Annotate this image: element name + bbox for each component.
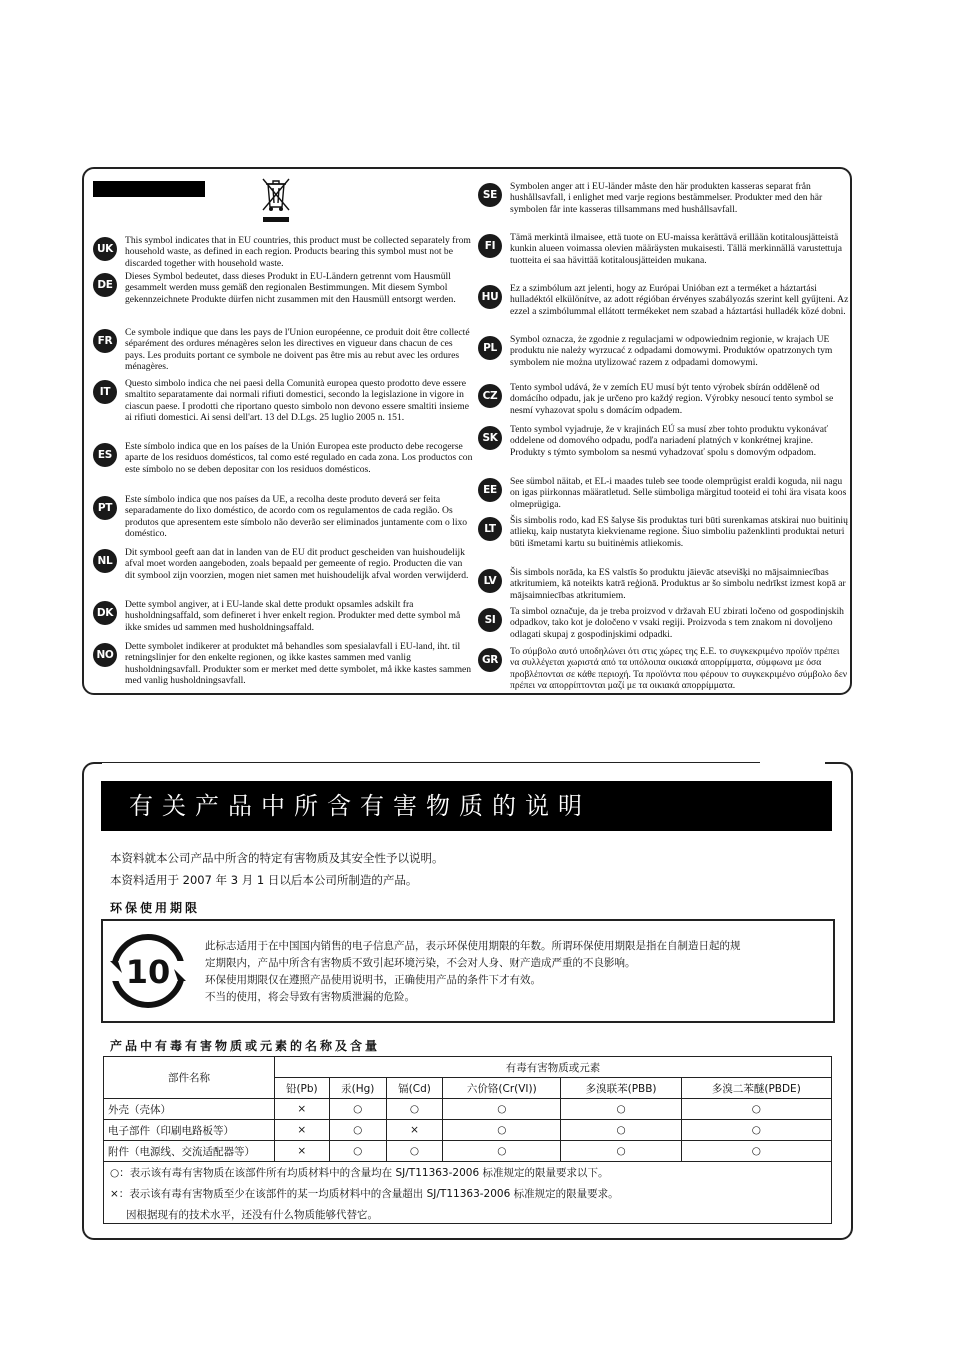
substance-value-cell: ○: [561, 1141, 681, 1162]
language-text: Tento symbol udává, že v zemích EU musí být tento výrobek sbírán odděleně od domácího odpadu, jak je určeno pro každý region. Výrobky nesoucí tento symbol se nesmí vyhazovat spolu s domácím odpadem.: [510, 382, 834, 416]
substance-group-header: 有毒有害物质或元素: [275, 1057, 832, 1078]
language-text: Tento symbol vyjadruje, že v krajinách EÚ sa musí zber tohto produktu vykonávať oddelene od domového odpadu, podľa nariadení platných v konkrétnej krajine. Produkty s týmto symbolom sa nesmú vyhadzovať spolu s domovým odpadom.: [510, 424, 829, 458]
substance-value-cell: ○: [681, 1141, 831, 1162]
language-badge: NL: [93, 549, 117, 573]
intro-line-1: 本资料就本公司产品中所含的特定有害物质及其安全性予以说明。: [110, 851, 444, 865]
weee-notice-box: [82, 167, 852, 695]
language-text: Dit symbool geeft aan dat in landen van de EU dit product gescheiden van huishoudelijk afval moet worden aangeboden, zoals bepaald per gemeente of regio. Producten die van dit symbool zijn voorzien, mogen niet samen met huishoudelijk afval worden verwijderd.: [125, 547, 469, 581]
language-text: Este símbolo indica que en los países de la Unión Europea este producto debe recogerse aparte de los residuos domésticos, tal como esté regulado en cada zona. Los productos con este símbolo no se deben depositar con los residuos domésticos.: [125, 441, 473, 475]
substance-column-header: 汞(Hg): [329, 1078, 386, 1099]
substance-value-cell: ○: [329, 1141, 386, 1162]
hazardous-substance-table: [103, 1056, 832, 1162]
table-row: [104, 1099, 832, 1120]
substance-column-header: 六价铬(Cr(VI)): [443, 1078, 561, 1099]
period-line: 此标志适用于在中国国内销售的电子信息产品，表示环保使用期限的年数。所谓环保使用期限是指在自制造日起的规: [205, 940, 741, 952]
substance-value-cell: ×: [275, 1141, 330, 1162]
substance-value-cell: ○: [443, 1141, 561, 1162]
weee-header-bar: [93, 181, 205, 197]
part-name-cell: 外壳（壳体）: [104, 1099, 275, 1120]
period-line: 定期限内，产品中所含有害物质不致引起环境污染，不会对人身、财产造成严重的不良影响。: [205, 957, 636, 969]
epup-10-year-logo-icon: [108, 931, 188, 1011]
language-text: Dette symbol angiver, at i EU-lande skal dette produkt opsamles adskilt fra husholdningsaffald, som defineret i hver enkelt region. Produkter med dette symbol må ikke smides ud sammen med husholdningsaffald.: [125, 599, 461, 633]
language-text: Dieses Symbol bedeutet, dass dieses Produkt in EU-Ländern getrennt vom Hausmüll gesammelt werden muss gemäß den regionalen Bestimmungen. Mit diesem Symbol gekennzeichnete Produkte dürfen nicht zusammen mit den Hausmüll entsorgt werden.: [125, 271, 456, 305]
language-text: Ce symbole indique que dans les pays de l'Union européenne, ce produit doit être collecté séparément des ordures ménagères selon les directives en vigueur dans chacun de ces pays. Les produits portant ce symbole ne doivent pas être mis au rebut avec les ordures ménagères.: [125, 327, 470, 372]
period-line: 环保使用期限仅在遵照产品使用说明书，正确使用产品的条件下才有效。: [205, 974, 541, 986]
language-badge: DE: [93, 273, 117, 297]
substance-value-cell: ×: [386, 1120, 442, 1141]
language-badge: FI: [478, 234, 502, 258]
intro-line-2: 本资料适用于 2007 年 3 月 1 日以后本公司所制造的产品。: [110, 873, 418, 887]
period-years: 10: [125, 953, 171, 991]
language-text: Dette symbolet indikerer at produktet må behandles som spesialavfall i EU-land, iht. til retningslinjer for den enkelte regionen, og ikke kastes sammen med vanlig husholdningsavfall. Produkter som er merket med dette symbolet, må ikke kastes sammen med vanlig husholdningsavfall.: [125, 641, 472, 686]
note-cross: ×：表示该有毒有害物质至少在该部件的某一均质材料中的含量超出 SJ/T11363-2006 标准规定的限量要求。: [110, 1188, 619, 1200]
language-badge: SI: [478, 608, 502, 632]
substance-column-header: 多溴联苯(PBB): [561, 1078, 681, 1099]
language-text: Šis simbols norāda, ka ES valstīs šo produktu jāievāc atsevišķi no mājsaimniecības atkritumiem, kā noteikts katrā reģionā. Produktus ar šo simbolu nedrīkst izmest kopā ar mājsaimniecības atkritumiem.: [510, 567, 846, 601]
language-badge: IT: [93, 380, 117, 404]
substance-value-cell: ○: [329, 1120, 386, 1141]
environmental-period-box: [101, 919, 835, 1023]
language-text: Ez a szimbólum azt jelenti, hogy az Európai Unióban ezt a terméket a háztartási hulladéktól elkülönítve, az adott régióban érvényes szabályozás szerint kell gyűjteni. Az ezzel a szimbólummal ellátott termékeket nem szabad a háztartási hulladék közé dobni.: [510, 283, 849, 317]
substance-value-cell: ○: [443, 1099, 561, 1120]
note-technology: 因根据现有的技术水平，还没有什么物质能够代替它。: [126, 1209, 378, 1221]
substance-value-cell: ○: [443, 1120, 561, 1141]
period-heading: 环保使用期限: [110, 901, 201, 915]
language-badge: PT: [93, 496, 117, 520]
language-badge: UK: [93, 237, 117, 261]
substance-value-cell: ×: [275, 1099, 330, 1120]
substance-value-cell: ○: [329, 1099, 386, 1120]
language-badge: SE: [478, 183, 502, 207]
substance-value-cell: ○: [681, 1120, 831, 1141]
language-text: See sümbol näitab, et EL-i maades tuleb see toode olemprügist eraldi koguda, nii nagu on igas piirkonnas määratletud. Selle sümboliga märgitud tooteid ei tohi ära visata koos olmeprügiga.: [510, 476, 847, 510]
language-text: This symbol indicates that in EU countries, this product must be collected separately from household waste, as defined in each region. Products bearing this symbol must not be discarded together with household waste.: [125, 235, 471, 269]
part-name-cell: 附件（电源线、交流适配器等）: [104, 1141, 275, 1162]
language-badge: LT: [478, 517, 502, 541]
table-notes: [103, 1161, 832, 1224]
substance-value-cell: ○: [386, 1141, 442, 1162]
substance-value-cell: ○: [681, 1099, 831, 1120]
rohs-title: 有关产品中所含有害物质的说明: [101, 781, 832, 831]
language-text: Ta simbol označuje, da je treba proizvod v državah EU zbirati ločeno od gospodinjskih odpadkov, tako kot je določeno v vsaki regiji. Proizvoda s tem znakom ni dovoljeno odlagati skupaj z gospodinjskimi odpadki.: [510, 606, 844, 640]
language-badge: GR: [478, 648, 502, 672]
language-text: Το σύμβολο αυτό υποδηλώνει ότι στις χώρες της Ε.Ε. το συγκεκριμένο προϊόν πρέπει να συλλέγεται χωριστά από τα υπόλοιπα οικιακά απορρίμματα, σύμφωνα με όσα προβλέπονται σε κάθε περιοχή. Τα προϊόντα που φέρουν το συγκεκριμένο σύμβολο δεν πρέπει να απορρίπτονται μαζί με τα οικιακά απορρίμματα.: [510, 646, 848, 691]
language-badge: SK: [478, 426, 502, 450]
language-text: Questo simbolo indica che nei paesi della Comunità europea questo prodotto deve essere smaltito separatamente dai normali rifiuti domestici, secondo la legislazione in vigore in ciascun paese. I prodotti che riportano questo simbolo non devono essere smaltiti insieme ai rifiuti domestici. Ai sensi dell'art. 13 del D.Lgs. 25 luglio 2005 n. 151.: [125, 378, 469, 423]
language-text: Symbolen anger att i EU-länder måste den här produkten kasseras separat från hushållsavfall, i enlighet med varje regions bestämmelser. Produkter med den här symbolen får inte kasseras tillsammans med hushållsavfall.: [510, 181, 823, 215]
note-circle: ○：表示该有毒有害物质在该部件所有均质材料中的含量均在 SJ/T11363-2006 标准规定的限量要求以下。: [110, 1167, 609, 1179]
language-badge: NO: [93, 643, 117, 667]
substance-value-cell: ×: [275, 1120, 330, 1141]
crossed-out-bin-icon: [259, 174, 293, 224]
period-description: [205, 938, 825, 1006]
part-header: 部件名称: [104, 1057, 275, 1099]
language-badge: HU: [478, 285, 502, 309]
substance-column-header: 铅(Pb): [275, 1078, 330, 1099]
language-badge: DK: [93, 601, 117, 625]
language-badge: EE: [478, 478, 502, 502]
language-text: Šis simbolis rodo, kad ES šalyse šis produktas turi būti surenkamas atskirai nuo buitinių atliekų, kaip nustatyta kiekviename regione. Šiuo simboliu paženklinti produktai neturi būti išmetami kartu su buitinėmis atliekomis.: [510, 515, 848, 549]
substance-column-header: 多溴二苯醚(PBDE): [681, 1078, 831, 1099]
language-badge: LV: [478, 569, 502, 593]
part-name-cell: 电子部件（印刷电路板等）: [104, 1120, 275, 1141]
period-line: 不当的使用，将会导致有害物质泄漏的危险。: [205, 991, 415, 1003]
language-text: Este símbolo indica que nos países da UE, a recolha deste produto deverá ser feita separadamente do lixo doméstico, de acordo com os regulamentos de cada região. Os produtos que apresentem este símbolo não deverão ser eliminados juntamente com o lixo doméstico.: [125, 494, 468, 539]
language-badge: CZ: [478, 384, 502, 408]
language-text: Tämä merkintä ilmaisee, että tuote on EU-maissa kerättävä erillään kotitalousjätteistä kunkin alueen voimassa olevien määräysten mukaisesti. Tällä merkinnällä varustettuja tuotteita ei saa hävittää kotitalousjätteiden mukana.: [510, 232, 843, 266]
language-text: Symbol oznacza, że zgodnie z regulacjami w odpowiednim regionie, w krajach UE produktu nie należy wyrzucać z odpadami domowymi. Produktów opatrzonych tym symbolem nie można utylizować razem z odpadami domowymi.: [510, 334, 833, 368]
table-row: [104, 1120, 832, 1141]
language-badge: ES: [93, 443, 117, 467]
substance-value-cell: ○: [561, 1120, 681, 1141]
substance-value-cell: ○: [561, 1099, 681, 1120]
language-badge: PL: [478, 336, 502, 360]
language-badge: FR: [93, 329, 117, 353]
table-heading: 产品中有毒有害物质或元素的名称及含量: [110, 1039, 381, 1053]
substance-value-cell: ○: [386, 1099, 442, 1120]
table-row: [104, 1141, 832, 1162]
substance-column-header: 镉(Cd): [386, 1078, 442, 1099]
